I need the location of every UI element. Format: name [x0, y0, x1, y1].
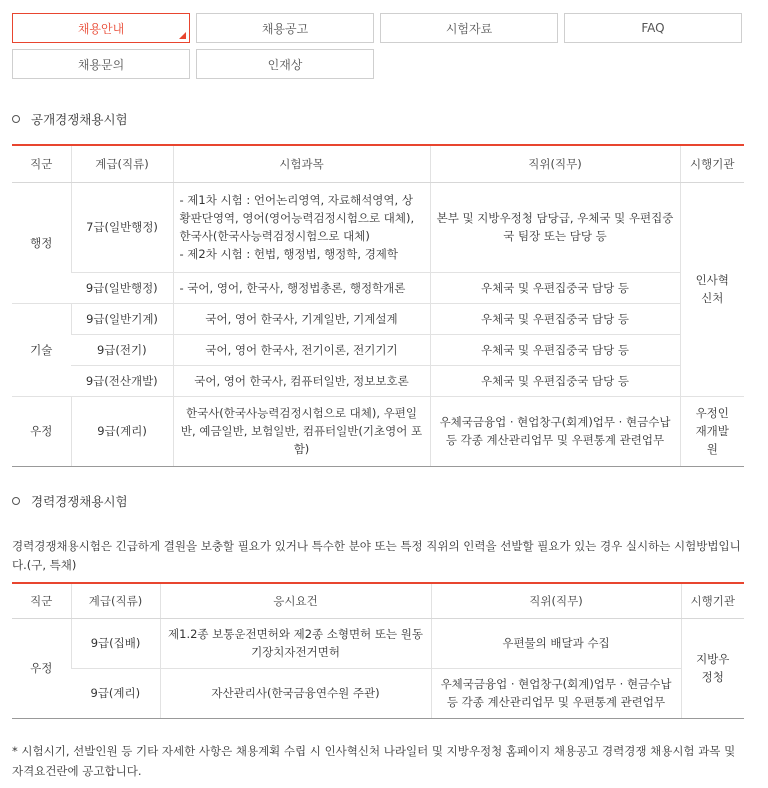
section-title-open-exam: [12, 110, 128, 128]
tab-navigation: [12, 13, 744, 85]
footnote: * 시험시기, 선발인원 등 기타 자세한 사항은 채용계획 수립 시 인사혁신처 나라일터 및 지방우정청 홈페이지 채용공고 경력경쟁 채용시험 과목 및 자격요건란에 공고합니다.: [12, 744, 736, 778]
grade-cell: 9급(전산개발): [71, 365, 173, 396]
grade-cell: 9급(일반행정): [71, 272, 173, 303]
duty-cell: 우편물의 배달과 수집: [431, 618, 681, 668]
requirement-cell: 제1.2종 보통운전면허와 제2종 소형면허 또는 원동기장치자전거면허: [160, 618, 431, 668]
table-row: [12, 334, 744, 365]
group-cell-tech: 기술: [12, 303, 71, 396]
header-grade: 계급(직류): [71, 583, 160, 618]
subjects-line: - 제1차 시험 : 언어논리영역, 자료해석영역, 상황판단영역, 영어(영어능력검정시험으로 대체), 한국사(한국사능력검정시험으로 대체): [179, 193, 415, 243]
subjects-cell: [173, 182, 430, 272]
grade-cell: 7급(일반행정): [71, 182, 173, 272]
grade-cell: 9급(집배): [71, 618, 160, 668]
circle-bullet-icon: [12, 115, 20, 123]
subjects-cell: 한국사(한국사능력검정시험으로 대체), 우편일반, 예금일반, 보험일반, 컴퓨터일반(기초영어 포함): [173, 396, 430, 466]
duty-cell: 우체국 및 우편집중국 담당 등: [430, 272, 680, 303]
section-title-career-exam: [12, 492, 128, 510]
duty-cell: 우체국 및 우편집중국 담당 등: [430, 334, 680, 365]
subjects-line: - 제2차 시험 : 헌법, 행정법, 행정학, 경제학: [179, 247, 399, 261]
agency-text: 우정인재개발원: [695, 406, 729, 456]
tab-recruitment-guide[interactable]: 채용안내: [12, 13, 190, 43]
header-subjects: 시험과목: [173, 145, 430, 182]
duty-cell: 우체국 및 우편집중국 담당 등: [430, 303, 680, 334]
subjects-cell: - 국어, 영어, 한국사, 행정법총론, 행정학개론: [173, 272, 430, 303]
table-row: [12, 668, 744, 718]
career-exam-table: [12, 582, 744, 719]
table-row: [12, 618, 744, 668]
subjects-cell: 국어, 영어 한국사, 전기이론, 전기기기: [173, 334, 430, 365]
group-cell-postal: 우정: [12, 618, 71, 718]
tab-ideal-talent[interactable]: 인재상: [196, 49, 374, 79]
tab-row-1: [12, 13, 744, 43]
table-row: [12, 272, 744, 303]
header-job-group: 직군: [12, 145, 71, 182]
duty-cell: 본부 및 지방우정청 담당급, 우체국 및 우편집중국 팀장 또는 담당 등: [430, 182, 680, 272]
header-job-group: 직군: [12, 583, 71, 618]
grade-cell: 9급(일반기계): [71, 303, 173, 334]
duty-cell: 우체국금융업 · 현업창구(회계)업무 · 현금수납 등 각종 계산관리업무 및 우편통계 관련업무: [431, 668, 681, 718]
table-row: [12, 396, 744, 466]
header-agency: 시행기관: [681, 583, 744, 618]
duty-cell: 우체국 및 우편집중국 담당 등: [430, 365, 680, 396]
header-requirements: 응시요건: [160, 583, 431, 618]
tab-job-postings[interactable]: 채용공고: [196, 13, 374, 43]
header-duty: 직위(직무): [430, 145, 680, 182]
open-exam-table: [12, 144, 744, 467]
requirement-cell: 자산관리사(한국금융연수원 주관): [160, 668, 431, 718]
agency-text: 인사혁신처: [695, 273, 729, 305]
table-row: [12, 365, 744, 396]
table-header-row: [12, 583, 744, 618]
tab-faq[interactable]: FAQ: [564, 13, 742, 43]
circle-bullet-icon: [12, 497, 20, 505]
grade-cell: 9급(계리): [71, 668, 160, 718]
header-duty: 직위(직무): [431, 583, 681, 618]
duty-cell: 우체국금융업 · 현업창구(회계)업무 · 현금수납 등 각종 계산관리업무 및 우편통계 관련업무: [430, 396, 680, 466]
subjects-cell: 국어, 영어 한국사, 기계일반, 기계설계: [173, 303, 430, 334]
agency-cell-postal: [680, 396, 744, 466]
grade-cell: 9급(전기): [71, 334, 173, 365]
agency-text: 지방우정청: [696, 652, 730, 684]
agency-cell-hr: [680, 182, 744, 396]
tab-recruitment-inquiry[interactable]: 채용문의: [12, 49, 190, 79]
table-header-row: [12, 145, 744, 182]
table-row: [12, 303, 744, 334]
tab-exam-materials[interactable]: 시험자료: [380, 13, 558, 43]
group-cell-admin: 행정: [12, 182, 71, 303]
header-grade: 계급(직류): [71, 145, 173, 182]
header-agency: 시행기관: [680, 145, 744, 182]
group-cell-postal: 우정: [12, 396, 71, 466]
section-title-text: 경력경쟁채용시험: [31, 494, 128, 509]
grade-cell: 9급(계리): [71, 396, 173, 466]
table-row: [12, 182, 744, 272]
section-title-text: 공개경쟁채용시험: [31, 112, 128, 127]
agency-cell: [681, 618, 744, 718]
career-exam-description: 경력경쟁채용시험은 긴급하게 결원을 보충할 필요가 있거나 특수한 분야 또는 특정 직위의 인력을 선발할 필요가 있는 경우 실시하는 시험방법입니다.(구, 특채): [12, 539, 741, 572]
subjects-cell: 국어, 영어 한국사, 컴퓨터일반, 정보보호론: [173, 365, 430, 396]
tab-row-2: [12, 49, 744, 79]
